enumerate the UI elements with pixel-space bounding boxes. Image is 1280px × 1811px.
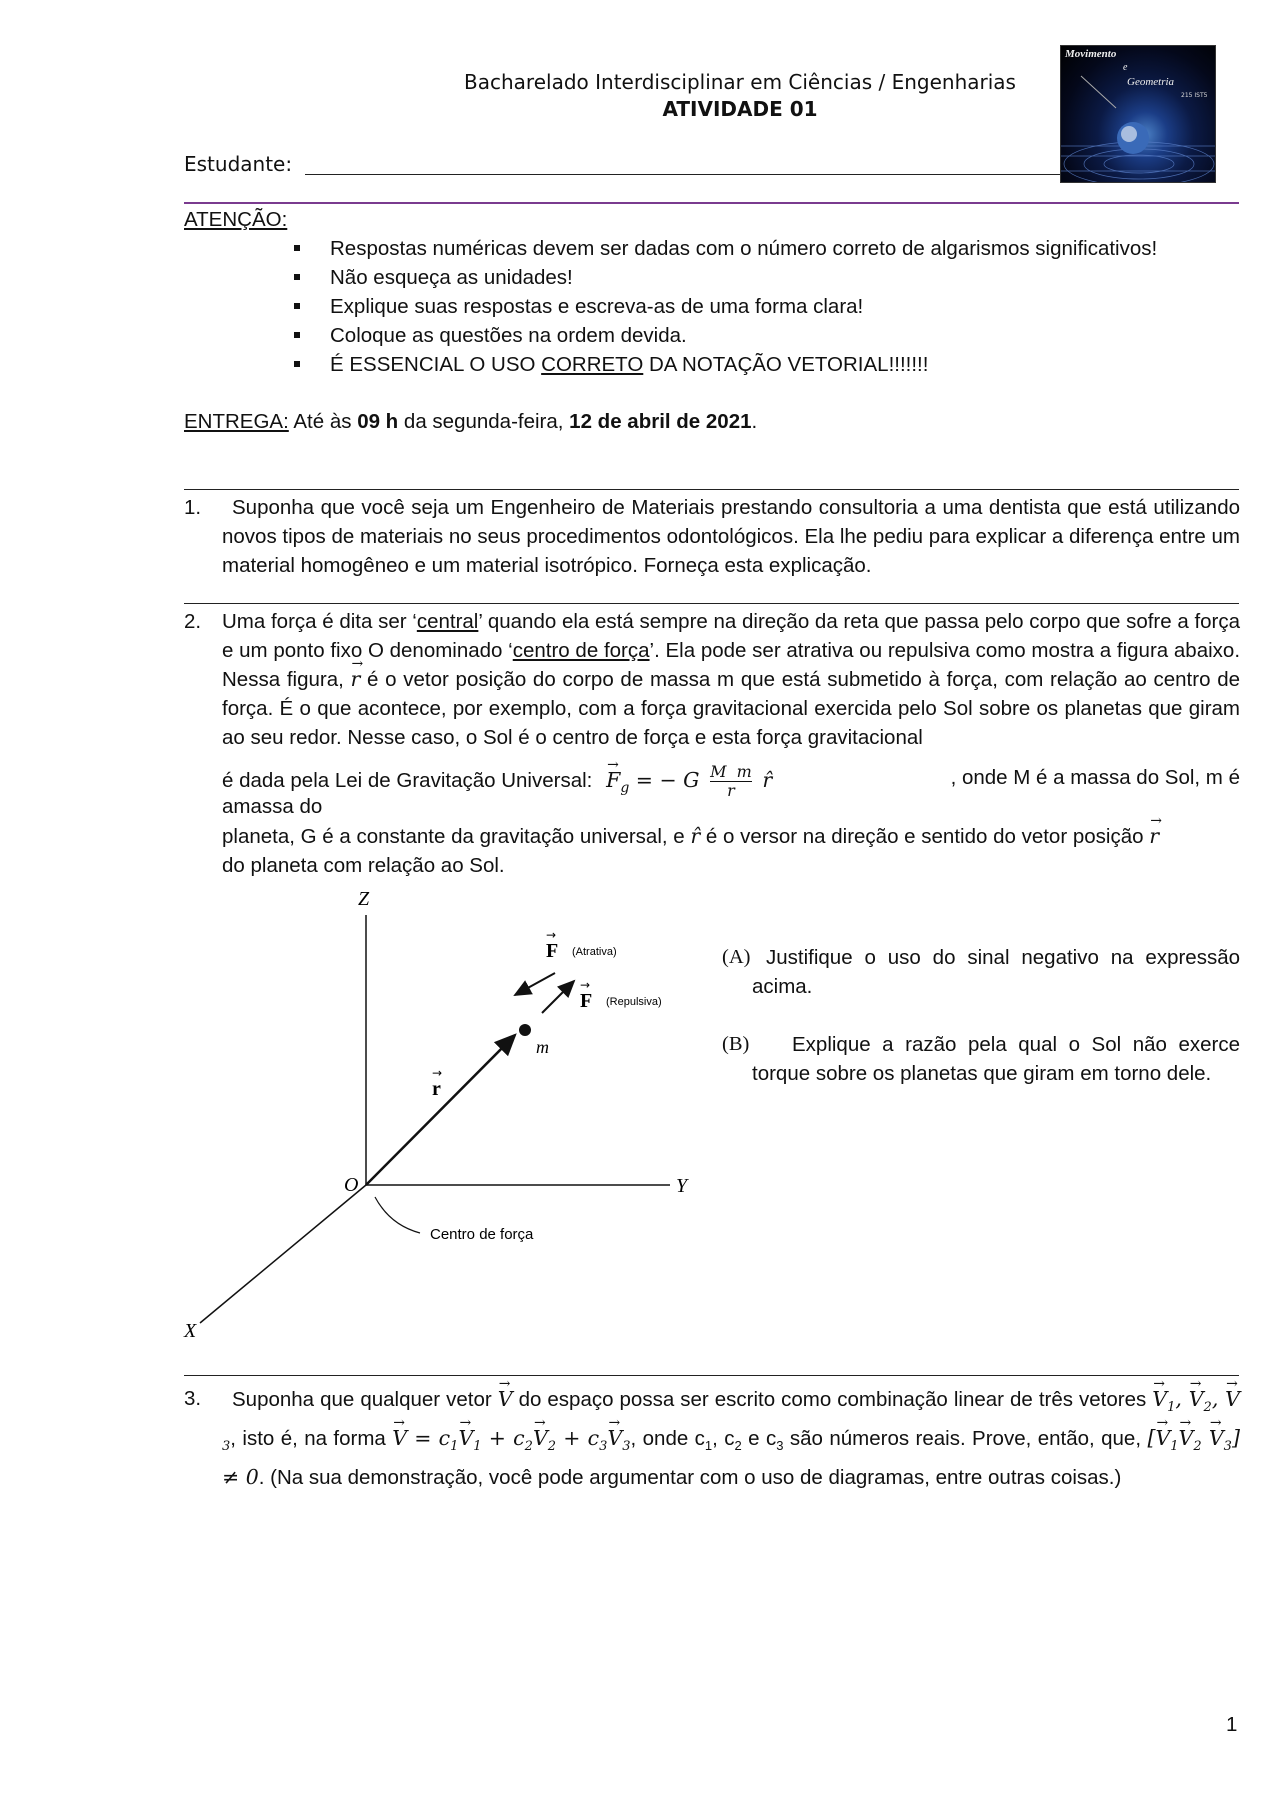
q2-text-wrap: amassa do: [222, 795, 323, 818]
linear-combination-formula: → $V = c_1\to V_1 + c_2\to V_2 + c_3\to V_3$: [392, 1426, 630, 1450]
q2-text: ’. Ela pode ser atrativa ou repulsiva como mostra a figura abaixo. Nessa figura,: [222, 639, 1241, 691]
x-axis-label: X: [184, 1320, 197, 1342]
delivery-text: Até às: [288, 410, 358, 433]
repulsive-force-label: F: [580, 990, 593, 1012]
center-pointer: [375, 1197, 420, 1233]
subq-b-label: (B): [722, 1033, 750, 1055]
repulsive-force-arrow: [542, 981, 574, 1013]
logo-tag: 215 IST5: [1181, 92, 1208, 99]
q2-number: 2.: [184, 610, 202, 633]
gravitation-formula: → $F_g$ = − G $\frac{\text{M m}}{r}$ r̂: [606, 768, 772, 792]
center-label: Centro de força: [430, 1226, 534, 1243]
q1-text: Suponha que você seja um Engenheiro de Materiais prestando consultoria a uma dentista que está utilizando novos tipos de materiais no seus procedimentos odontológicos. Ela lhe pediu para explicar a diferença entre um material homogêneo e um material isotrópico. Forneça esta explicação.: [222, 496, 1240, 577]
origin-label: O: [344, 1174, 359, 1196]
position-vector: [366, 1035, 515, 1185]
q3-paragraph: Suponha que qualquer vetor → V do espaço possa ser escrito como combinação linear de três vetores → $V_1$, → $V_2$, → $V_3$, isto é, na forma → $V = c_1\to V_1 + c_2\to V_2 + c_3\to V_3$, onde $c_1$, $c_2$ e $c_3$ são números reais. Prove, então, que, [→ $V_1\to V_2 \to V_3] \ne 0$. (Na sua demonstração, você pode argumentar com o uso de diagramas, entre outras coisas.): [222, 1384, 1240, 1493]
activity-title: ATIVIDADE 01: [662, 97, 818, 121]
delivery-date: 12 de abril de 2021: [569, 410, 752, 433]
v-vector-symbol: → V: [498, 1384, 513, 1415]
globe-grid-icon: [1061, 46, 1215, 182]
list-item: Não esqueça as unidades!: [294, 263, 1234, 292]
program-title: Bacharelado Interdisciplinar em Ciências / Engenharias: [464, 70, 1016, 94]
f-arrow-icon: →: [580, 978, 591, 992]
list-item: Coloque as questões na ordem devida.: [294, 321, 1234, 350]
q3-text: , isto é, na forma: [230, 1427, 393, 1451]
r-vector-symbol: → r: [351, 665, 361, 694]
page-number: 1: [1226, 1713, 1238, 1736]
q2-text: é o vetor posição do corpo de massa m que está submetido à força, com relação ao centro de força. É o que acontece, por exemplo, com a força gravitacional exercida pelo Sol sobre os planetas que giram ao seu redor. Nesse caso, o Sol é o centro de força e esta força gravitacional: [222, 668, 1240, 749]
logo-subtitle: Geometria: [1127, 76, 1175, 88]
list-item: Respostas numéricas devem ser dadas com o número correto de algarismos significativos!: [294, 234, 1234, 263]
attention-title: ATENÇÃO:: [184, 208, 288, 231]
r-vector-symbol: → r: [1149, 822, 1159, 851]
attention-list: [294, 234, 1234, 379]
r-arrow-icon: →: [432, 1066, 443, 1080]
q2-paragraph: [222, 607, 1240, 752]
mass-label: m: [536, 1037, 549, 1057]
q2-text: ’ quando ela está sempre na direção da reta que passa pelo corpo que sofre a força e um ponto fixo O denominado ‘: [222, 610, 1241, 662]
x-axis: [200, 1185, 366, 1323]
r-vector-label: r: [432, 1078, 441, 1100]
section-divider: [184, 603, 1239, 604]
q1-number: 1.: [184, 496, 202, 519]
mass-point: [519, 1024, 531, 1036]
section-divider: [184, 1375, 1239, 1376]
bullet-text: É ESSENCIAL O USO: [330, 353, 542, 376]
delivery-text: da segunda-feira,: [398, 410, 570, 433]
y-axis-label: Y: [676, 1175, 688, 1197]
q2-term-center: centro de força: [512, 639, 650, 662]
central-force-figure: [180, 885, 700, 1345]
student-name-line[interactable]: [305, 174, 1060, 175]
list-item: Explique suas respostas e escreva-as de uma forma clara!: [294, 292, 1234, 321]
attractive-label: (Atrativa): [572, 946, 617, 958]
subq-b-text: [752, 1030, 1240, 1088]
q2-text: é dada pela Lei de Gravitação Universal:: [222, 769, 593, 792]
q2-text: é o versor na direção e sentido do vetor posição: [700, 825, 1150, 848]
q2-text: do planeta com relação ao Sol.: [222, 854, 505, 877]
q2-text: , onde M é a massa do Sol, m é: [950, 766, 1240, 789]
q2-text: planeta, G é a constante da gravitação universal, e: [222, 825, 691, 848]
delivery-text: .: [751, 410, 758, 433]
attractive-force-arrow: [515, 973, 555, 995]
subq-a-text: [752, 943, 1240, 1001]
triple-product-formula: [→ $V_1\to V_2 \to V_3] \ne 0$: [222, 1426, 1240, 1489]
r-unit-vector-symbol: r̂: [690, 824, 701, 848]
subq-b-content: Explique a razão pela qual o Sol não exerce torque sobre os planetas que giram em torno dele.: [752, 1033, 1240, 1085]
q3-number: 3.: [184, 1387, 202, 1410]
subq-a-label: (A): [722, 946, 751, 968]
logo-title: Movimento: [1065, 48, 1117, 60]
list-item: [294, 350, 1234, 379]
q2-paragraph-end: [222, 822, 1240, 851]
header-divider: [184, 202, 1239, 204]
delivery-line: [184, 407, 1234, 436]
gravitation-law-line: [222, 763, 1240, 803]
f-arrow-icon: →: [546, 928, 557, 942]
q2-text: Uma força é dita ser ‘: [222, 610, 417, 633]
q3-text: , onde c: [630, 1427, 705, 1451]
student-label: Estudante:: [184, 152, 293, 176]
repulsive-label: (Repulsiva): [606, 996, 662, 1008]
bullet-emphasis: CORRETO: [541, 353, 644, 376]
section-divider: [184, 489, 1239, 490]
q3-text: Suponha que qualquer vetor: [232, 1388, 498, 1411]
q2-term-central: central: [416, 610, 479, 633]
q3-text: do espaço possa ser escrito como combinação linear de três vetores: [512, 1388, 1147, 1411]
delivery-time: 09 h: [357, 410, 399, 433]
attractive-force-label: F: [546, 940, 559, 962]
q3-text: são números reais. Prove, então, que,: [783, 1427, 1148, 1451]
delivery-label: ENTREGA:: [184, 410, 289, 433]
basis-vectors: → $V_1$, → $V_2$, → $V_3$: [222, 1387, 1240, 1450]
subq-a-content: Justifique o uso do sinal negativo na expressão acima.: [752, 946, 1240, 998]
z-axis-label: Z: [358, 888, 370, 910]
logo-conj: e: [1123, 62, 1128, 73]
q3-text: . (Na sua demonstração, você pode argumentar com o uso de diagramas, entre outras coisas.): [258, 1466, 1122, 1490]
bullet-text: DA NOTAÇÃO VETORIAL!!!!!!!: [643, 353, 929, 376]
course-logo: [1060, 45, 1216, 183]
